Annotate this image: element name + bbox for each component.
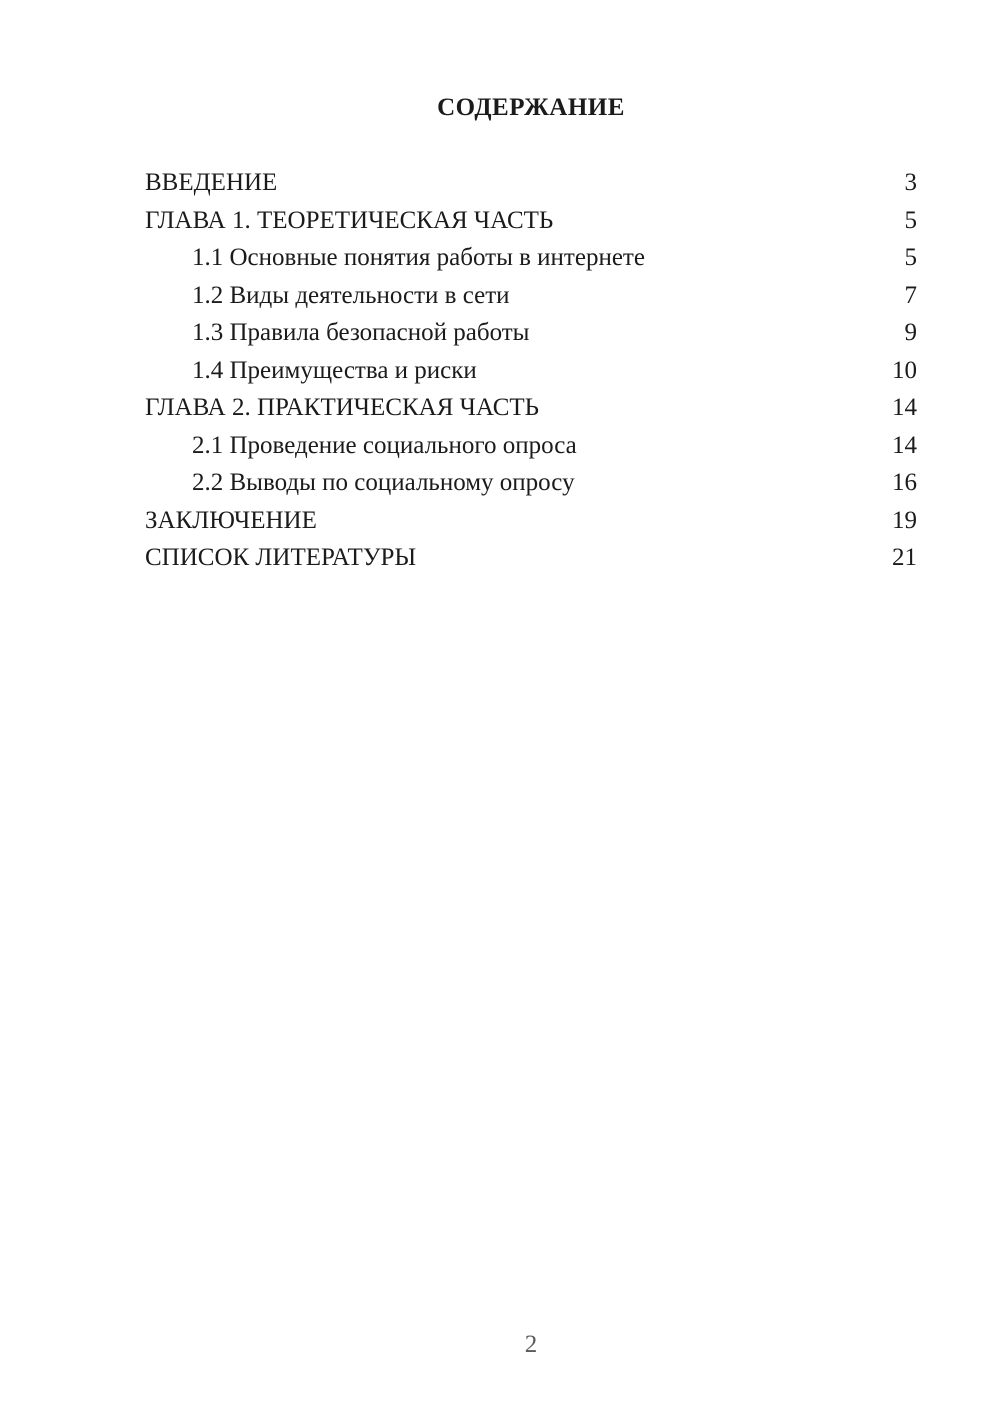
toc-entry-label: 2.2 Выводы по социальному опросу (192, 469, 575, 496)
toc-entry-label: ГЛАВА 2. ПРАКТИЧЕСКАЯ ЧАСТЬ (145, 394, 540, 421)
toc-entry-page: 19 (892, 506, 917, 534)
toc-entry-page: 3 (904, 169, 917, 196)
toc-row (145, 389, 917, 427)
toc-entry-page: 9 (904, 319, 917, 346)
toc-entry-label: ВВЕДЕНИЕ (145, 169, 278, 196)
toc-content (145, 89, 917, 577)
toc-row (145, 427, 917, 465)
toc-entry-page: 14 (892, 431, 917, 459)
toc-entry-page: 14 (892, 394, 917, 421)
toc-row (145, 502, 917, 540)
toc-entry-page: 16 (892, 469, 917, 496)
toc-entry-label: ГЛАВА 1. ТЕОРЕТИЧЕСКАЯ ЧАСТЬ (145, 206, 554, 234)
toc-entry-label: СПИСОК ЛИТЕРАТУРЫ (145, 544, 417, 571)
toc-entry-page: 5 (904, 206, 917, 234)
page-title: СОДЕРЖАНИЕ (437, 94, 625, 121)
toc-row (145, 314, 917, 352)
toc-entry-label: ЗАКЛЮЧЕНИЕ (145, 506, 317, 534)
toc-row (145, 464, 917, 502)
toc-entry-label: 1.3 Правила безопасной работы (192, 319, 530, 346)
toc-entry-label: 1.1 Основные понятия работы в интернете (192, 244, 645, 271)
toc-entry-page: 21 (892, 544, 917, 571)
toc-row (145, 539, 917, 577)
toc-entry-label: 1.2 Виды деятельности в сети (192, 281, 510, 309)
toc-row (145, 352, 917, 390)
footer-page-number: 2 (524, 1331, 538, 1358)
toc-entry-page: 10 (892, 356, 917, 384)
toc-entry-page: 7 (904, 281, 917, 309)
toc-row (145, 202, 917, 240)
toc-row (145, 277, 917, 315)
toc-entry-label: 1.4 Преимущества и риски (192, 356, 477, 384)
toc-row (145, 164, 917, 202)
toc-entry-page: 5 (904, 244, 917, 271)
toc-entry-label: 2.1 Проведение социального опроса (192, 431, 577, 459)
table-of-contents (145, 164, 917, 577)
toc-row (145, 239, 917, 277)
